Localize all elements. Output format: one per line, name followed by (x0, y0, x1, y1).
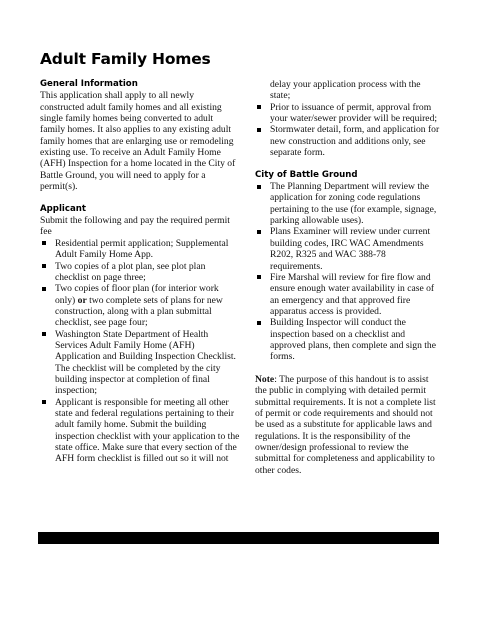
list-item-continuation: delay your application process with the state; (270, 79, 421, 102)
city-list (255, 181, 440, 363)
list-item (255, 317, 440, 362)
list-item (255, 226, 440, 271)
general-information-text: This application shall apply to all newly constructed adult family homes and all existing single family homes being converted to adult family homes. It also applies to any existing adult family homes that are enlarging use or remodeling existing use. To receive an Adult Family Home (AFH) Inspection for a home located in the City of Battle Ground, you will need to apply for a permit(s). (40, 90, 236, 193)
bullet-icon (257, 230, 261, 234)
list-item (40, 329, 240, 397)
bullet-icon (257, 185, 261, 189)
bullet-icon (42, 332, 46, 336)
bullet-icon (257, 275, 261, 279)
list-item (40, 238, 240, 261)
list-item-text: two complete sets of plans for new construction, along with a plan submittal checklist, see page four; (55, 294, 223, 329)
bullet-icon (257, 128, 261, 132)
list-item-text: Two copies of floor plan (for interior work only) (55, 283, 219, 306)
bullet-icon (42, 400, 46, 404)
list-item-text: Two copies of a plot plan, see plot plan checklist on page three; (55, 260, 206, 283)
applicant-list-continued (255, 102, 440, 159)
bullet-icon (257, 105, 261, 109)
bullet-icon (42, 264, 46, 268)
list-item (40, 397, 240, 465)
list-item (255, 181, 440, 226)
bullet-icon (42, 287, 46, 291)
list-item-text: Applicant is responsible for meeting all other state and federal regulations pertaining to their adult family home. Submit the building inspection checklist with your application to the state office. Make sure that every section of the AFH form checklist is filled out so it will not (55, 396, 240, 465)
note-paragraph (255, 374, 440, 476)
footer-bar (38, 532, 439, 544)
page-title: Adult Family Homes (40, 50, 211, 68)
list-item-text: The Planning Department will review the application for zoning code regulations pertaining to the use (for example, signage, parking allowable uses). (270, 181, 437, 227)
emphasis-text: or (77, 294, 87, 306)
applicant-heading: Applicant (40, 203, 86, 214)
list-item (40, 283, 240, 328)
applicant-list (40, 238, 240, 465)
list-item-text: Plans Examiner will review under current building codes, IRC WAC Amendments R202, R325 and WAC 388-78 requirements. (270, 226, 431, 272)
list-item-text: Stormwater detail, form, and application for new construction and additions only, see separate form. (270, 124, 440, 159)
bullet-icon (257, 321, 261, 325)
applicant-intro: Submit the following and pay the required permit fee (40, 215, 230, 238)
note-label: Note (255, 373, 275, 385)
list-item-text: Residential permit application; Supplemental Adult Family Home App. (55, 237, 229, 261)
list-item (255, 102, 440, 125)
list-item-text: Washington State Department of Health Services Adult Family Home (AFH) Application and Building Inspection Checklist. The checklist will be completed by the city building inspector at completion of final inspection; (55, 328, 236, 397)
right-column (255, 79, 440, 476)
general-information-heading: General Information (40, 79, 138, 89)
left-column (40, 79, 240, 465)
list-item (255, 272, 440, 317)
list-item-text: Fire Marshal will review for fire flow and ensure enough water availability in case of an emergency and that approved fire apparatus access is provided. (270, 271, 435, 317)
bullet-icon (42, 241, 46, 245)
list-item (40, 261, 240, 284)
city-heading: City of Battle Ground (255, 169, 358, 180)
list-item (255, 124, 440, 158)
list-item-text: Building Inspector will conduct the inspection based on a checklist and approved plans, then complete and sign the forms. (270, 317, 436, 363)
list-item-text: Prior to issuance of permit, approval from your water/sewer provider will be required; (270, 101, 438, 125)
note-text: : The purpose of this handout is to assist the public in complying with detailed permit submittal requirements. It is not a complete list of permit or code requirements and should not be used as a substitute for applicable laws and regulations. It is the responsibility of the owner/design professional to review the submittal for completeness and applicability to other codes. (255, 373, 436, 476)
